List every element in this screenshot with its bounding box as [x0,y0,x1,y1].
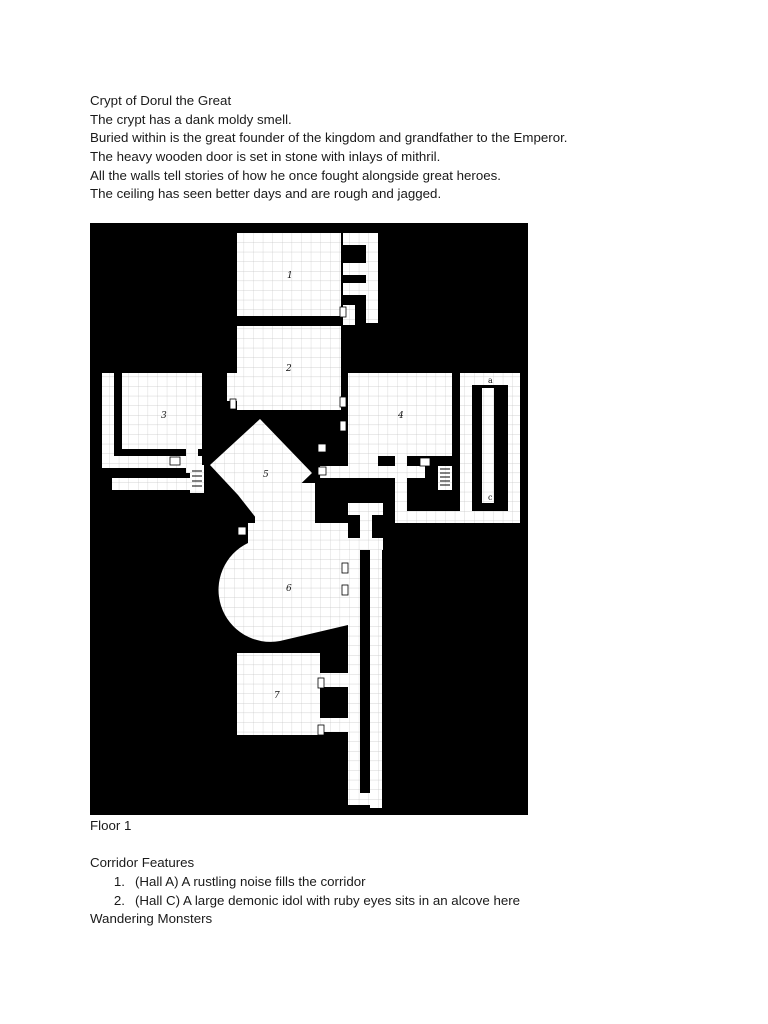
stair-west [190,465,204,493]
door [340,397,346,407]
room-label-5: 5 [263,470,269,480]
door [318,467,326,475]
door [318,444,326,452]
door [420,458,430,466]
map-caption: Floor 1 [90,818,132,833]
door [318,678,324,688]
list-text: (Hall C) A large demonic idol with ruby eyes sits in an alcove here [135,892,521,908]
door [340,421,346,431]
room-label-1: 1 [287,271,293,281]
corridor-features-heading: Corridor Features [90,855,195,870]
intro-paragraph [90,92,568,204]
dungeon-map [90,223,528,815]
room-label-3: 3 [161,411,167,421]
door [170,457,180,465]
hall-label-c: c [488,493,493,502]
room-label-4: 4 [398,411,404,421]
intro-line: Buried within is the great founder of the kingdom and grandfather to the Emperor. [90,130,568,146]
list-number: 1. [113,874,125,889]
door [342,585,348,595]
list-text: (Hall A) A rustling noise fills the corridor [135,874,366,889]
hall-label-a: a [488,376,493,385]
list-number: 2. [113,892,125,908]
room-label-2: 2 [286,364,292,374]
list-item [90,873,520,892]
stair-east [438,466,452,490]
intro-line: The crypt has a dank moldy smell. [90,111,292,127]
door [342,563,348,573]
room-label-6: 6 [286,584,292,594]
wandering-monsters-heading: Wandering Monsters [90,911,213,926]
hall-west [102,373,114,468]
door [230,399,236,409]
list-item [90,892,520,911]
door [340,307,346,317]
intro-line: All the walls tell stories of how he once fought alongside great heroes. [90,167,501,183]
door [318,725,324,735]
intro-line: The heavy wooden door is set in stone with inlays of mithril. [90,149,441,165]
intro-line: The ceiling has seen better days and are rough and jagged. [90,186,442,202]
corridor-features-list [90,873,520,910]
door [238,527,246,535]
room-label-7: 7 [274,691,280,701]
document-title: Crypt of Dorul the Great [90,93,232,108]
